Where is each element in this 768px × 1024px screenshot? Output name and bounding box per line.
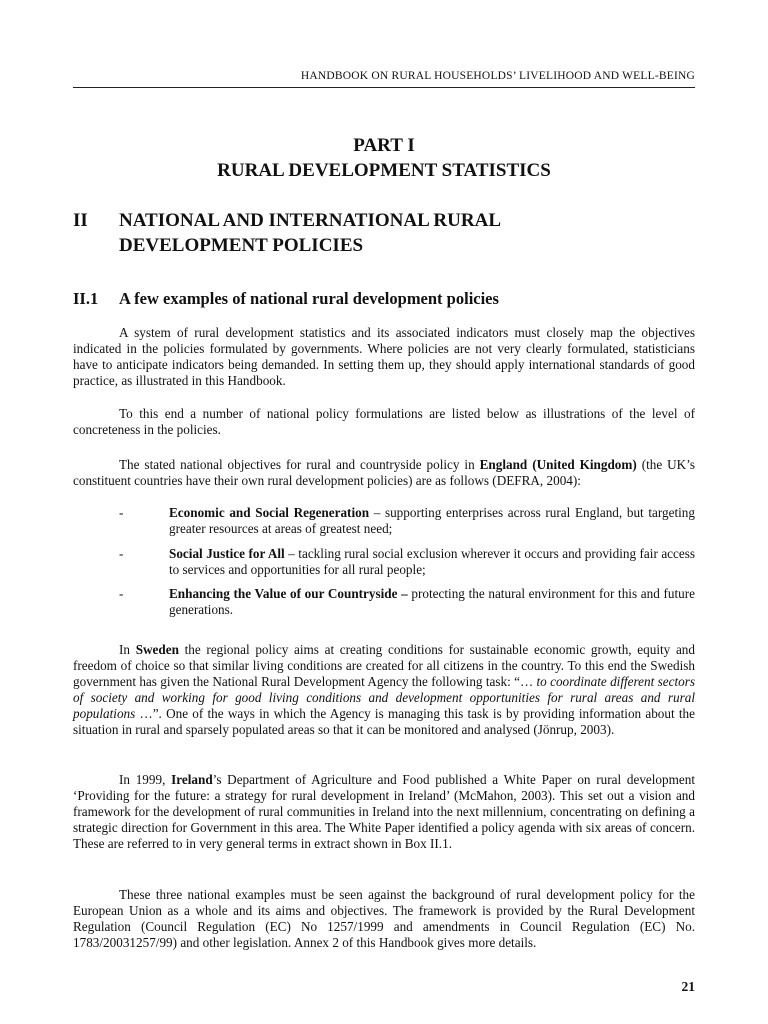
paragraph-england-bold: England (United Kingdom)	[479, 457, 637, 472]
paragraph-england-text-a: The stated national objectives for rural and countryside policy in	[119, 457, 480, 472]
paragraph-england-text-b: (the UK’s constituent countries have their own rural development policies) are as follows (DEFRA, 2004):	[73, 457, 695, 489]
paragraph-eu-context: These three national examples must be seen against the background of rural development policy for the European Union as a whole and its aims and objectives. The framework is provided by the Rural Development Regulation (Council Regulation (EC) No 1257/1999 and amendments in Council Regulation (EC) No. 1783/20031257/99) and other legislation. Annex 2 of this Handbook gives more details.	[73, 887, 695, 951]
page-number: 21	[681, 979, 695, 994]
part-title: RURAL DEVELOPMENT STATISTICS	[217, 160, 551, 181]
paragraph-ireland-bold: Ireland	[171, 772, 213, 787]
section-number: II.1	[73, 289, 99, 308]
bullet-dash: -	[119, 586, 124, 601]
chapter-title-line2: DEVELOPMENT POLICIES	[119, 235, 364, 256]
paragraph-ireland-text-b: ’s Department of Agriculture and Food published a White Paper on rural development ‘Providing for the future: a strategy for rural development in Ireland’ (McMahon, 2003). This set out a vision and framework for the development of rural communities in Ireland into the next millennium, concentrating on defining a strategic direction for Government in this area. The White Paper identified a policy agenda with six areas of concern. These are referred to in very general terms in extract shown in Box II.1.	[73, 772, 695, 852]
bullet-bold: Economic and Social Regeneration	[169, 505, 370, 520]
bullet-body: – tackling rural social exclusion wherever it occurs and providing fair access to services and opportunities for all rural people;	[169, 546, 696, 578]
paragraph-england	[73, 457, 695, 489]
paragraph-concreteness: To this end a number of national policy formulations are listed below as illustrations of the level of concreteness in the policies.	[73, 406, 695, 438]
bullet-bold: Social Justice for All	[169, 546, 285, 561]
bullet-text	[169, 546, 695, 578]
bullet-body: protecting the natural environment for this and future generations.	[169, 586, 695, 618]
bullet-body: – supporting enterprises across rural England, but targeting greater resources at areas of greatest need;	[169, 505, 695, 537]
part-heading	[73, 133, 695, 183]
paragraph-sweden-italic: to coordinate different sectors of society and working for good living conditions and development opportunities for rural areas and rural populations	[73, 674, 695, 722]
paragraph-sweden-text-c: …”. One of the ways in which the Agency is managing this task is by providing information about the situation in rural and sparsely populated areas so that it can be monitored and analysed (Jönrup, 2003).	[73, 706, 695, 738]
bullet-dash: -	[119, 505, 124, 520]
paragraph-sweden-bold: Sweden	[135, 642, 179, 657]
bullet-dash: -	[119, 546, 124, 561]
paragraph-ireland	[73, 772, 695, 852]
header-rule	[73, 87, 695, 88]
paragraph-sweden	[73, 642, 695, 739]
bullet-bold: Enhancing the Value of our Countryside –	[169, 586, 408, 601]
bullet-text	[169, 586, 695, 618]
chapter-title-line1: NATIONAL AND INTERNATIONAL RURAL	[119, 210, 501, 231]
paragraph-intro: A system of rural development statistics and its associated indicators must closely map the objectives indicated in the policies formulated by governments. Where policies are not very clearly formulated, statisticians have to anticipate indicators being demanded. In setting them up, they should apply international standards of good practice, as illustrated in this Handbook.	[73, 325, 695, 389]
chapter-title	[119, 208, 619, 258]
paragraph-ireland-text-a: In 1999,	[119, 772, 172, 787]
paragraph-sweden-text-b: the regional policy aims at creating conditions for sustainable economic growth, equity and freedom of choice so that similar living conditions are created for all citizens in the country. To this end the Swedish government has given the National Rural Development Agency the following task: “…	[73, 642, 695, 690]
section-title: A few examples of national rural development policies	[119, 289, 499, 308]
bullet-text	[169, 505, 695, 537]
part-label: PART I	[353, 135, 415, 156]
paragraph-sweden-text-a: In	[119, 642, 136, 657]
running-header: HANDBOOK ON RURAL HOUSEHOLDS’ LIVELIHOOD AND WELL-BEING	[300, 70, 695, 82]
chapter-number: II	[73, 210, 88, 231]
